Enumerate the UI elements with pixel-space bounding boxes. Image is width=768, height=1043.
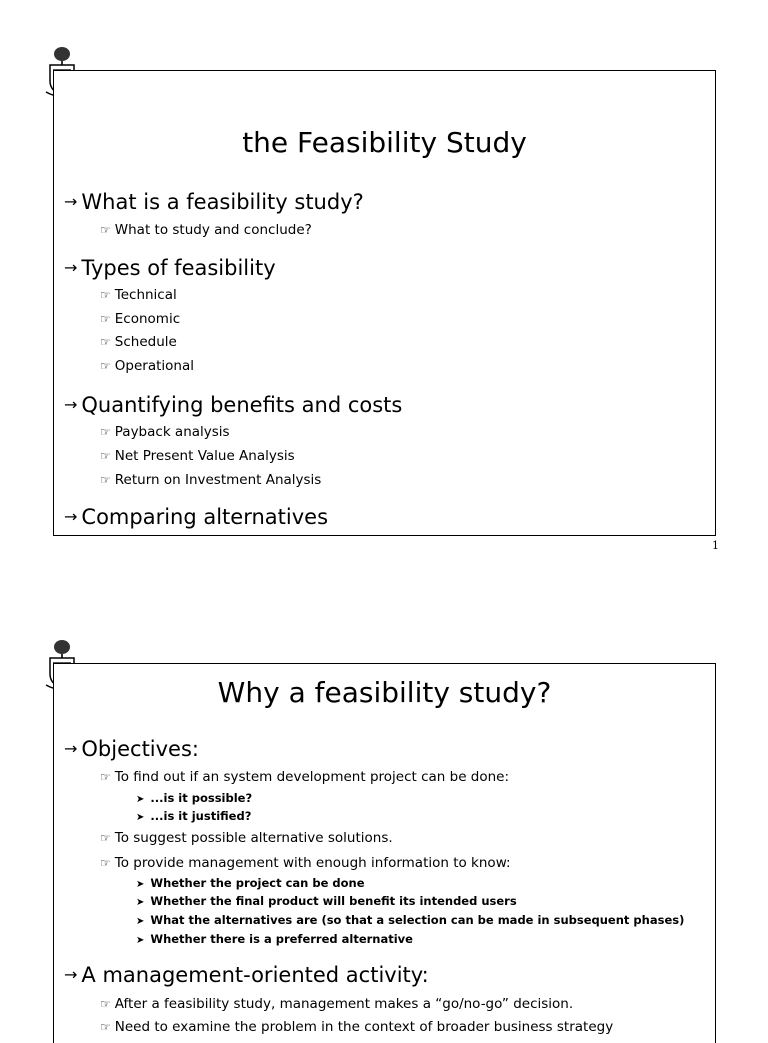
page-number: 1 — [712, 539, 719, 552]
sub-item: ☞ Need to examine the problem in the context of broader business strategy — [100, 1019, 614, 1035]
pointing-hand-icon: ☞ — [100, 359, 111, 373]
sub-item: ☞ What to study and conclude? — [100, 222, 312, 238]
subsub-item: ➤ Whether the project can be done — [136, 876, 365, 890]
bullet-item: → Quantifying benefits and costs — [64, 393, 403, 417]
pointing-hand-icon: ☞ — [100, 473, 111, 487]
slide-title: Why a feasibility study? — [217, 676, 552, 709]
sub-item: ☞ Operational — [100, 358, 194, 374]
subsub-item: ➤ What the alternatives are (so that a selection can be made in subsequent phases) — [136, 913, 685, 927]
arrow-right-icon: → — [64, 258, 78, 277]
sub-item: ☞ To provide management with enough information to know: — [100, 855, 511, 871]
pointing-hand-icon: ☞ — [100, 997, 111, 1011]
pointing-hand-icon: ☞ — [100, 288, 111, 302]
triangle-bullet-icon: ➤ — [136, 935, 145, 946]
sub-item: ☞ Payback analysis — [100, 424, 230, 440]
pointing-hand-icon: ☞ — [100, 1020, 111, 1034]
bullet-item: → Types of feasibility — [64, 256, 276, 280]
pointing-hand-icon: ☞ — [100, 312, 111, 326]
triangle-bullet-icon: ➤ — [136, 812, 145, 823]
pointing-hand-icon: ☞ — [100, 425, 111, 439]
subsub-item: ➤ ...is it possible? — [136, 791, 253, 805]
triangle-bullet-icon: ➤ — [136, 897, 145, 908]
triangle-bullet-icon: ➤ — [136, 879, 145, 890]
subsub-item: ➤ Whether there is a preferred alternative — [136, 932, 413, 946]
sub-item: ☞ To suggest possible alternative solutions. — [100, 830, 393, 846]
arrow-right-icon: → — [64, 739, 78, 758]
pointing-hand-icon: ☞ — [100, 223, 111, 237]
sub-item: ☞ To find out if an system development project can be done: — [100, 769, 510, 785]
sub-item: ☞ After a feasibility study, management makes a “go/no-go” decision. — [100, 996, 574, 1012]
arrow-right-icon: → — [64, 192, 78, 211]
sub-item: ☞ Return on Investment Analysis — [100, 472, 322, 488]
triangle-bullet-icon: ➤ — [136, 794, 145, 805]
pointing-hand-icon: ☞ — [100, 831, 111, 845]
arrow-right-icon: → — [64, 507, 78, 526]
bullet-item: → What is a feasibility study? — [64, 190, 364, 214]
slide-2 — [53, 663, 716, 1043]
bullet-item: → Objectives: — [64, 737, 199, 761]
subsub-item: ➤ ...is it justified? — [136, 809, 252, 823]
subsub-item: ➤ Whether the final product will benefit its intended users — [136, 894, 517, 908]
arrow-right-icon: → — [64, 395, 78, 414]
sub-item: ☞ Net Present Value Analysis — [100, 448, 295, 464]
sub-item: ☞ Schedule — [100, 334, 177, 350]
bullet-item: → Comparing alternatives — [64, 505, 329, 529]
pointing-hand-icon: ☞ — [100, 856, 111, 870]
pointing-hand-icon: ☞ — [100, 449, 111, 463]
sub-item: ☞ Economic — [100, 311, 181, 327]
sub-item: ☞ Technical — [100, 287, 177, 303]
slide-1 — [53, 70, 716, 536]
bullet-item: → A management-oriented activity: — [64, 963, 429, 987]
triangle-bullet-icon: ➤ — [136, 916, 145, 927]
pointing-hand-icon: ☞ — [100, 770, 111, 784]
slide-title: the Feasibility Study — [242, 126, 527, 159]
pointing-hand-icon: ☞ — [100, 335, 111, 349]
arrow-right-icon: → — [64, 965, 78, 984]
